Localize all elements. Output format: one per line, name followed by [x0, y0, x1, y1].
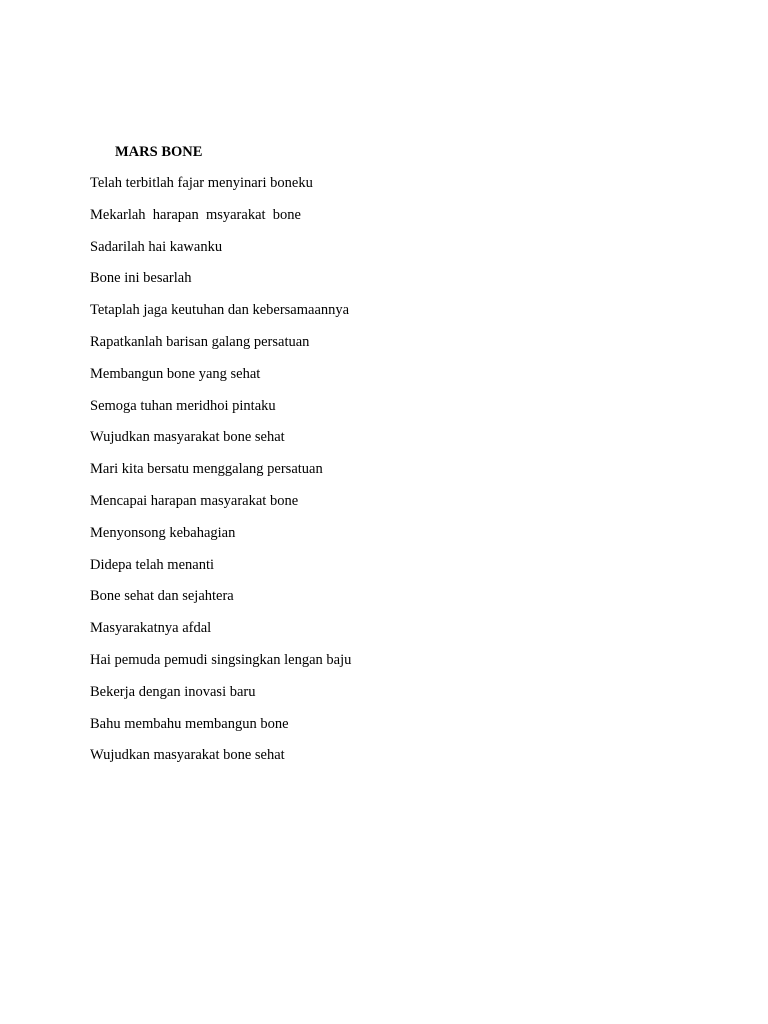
lyric-line: Mari kita bersatu menggalang persatuan [90, 461, 323, 478]
lyric-line: Bone sehat dan sejahtera [90, 588, 234, 605]
lyric-line: Bahu membahu membangun bone [90, 715, 289, 732]
lyric-line: Sadarilah hai kawanku [90, 238, 223, 255]
lyric-line: Bekerja dengan inovasi baru [90, 683, 256, 700]
lyric-line: Membangun bone yang sehat [90, 365, 261, 382]
lyric-line: Menyonsong kebahagian [90, 524, 236, 541]
lyric-line: Rapatkanlah barisan galang persatuan [90, 333, 310, 350]
lyric-line: Wujudkan masyarakat bone sehat [90, 429, 285, 446]
lyric-line: Telah terbitlah fajar menyinari boneku [90, 175, 313, 191]
lyric-line: Tetaplah jaga keutuhan dan kebersamaannya [90, 302, 350, 319]
lyric-line: Mekarlah harapan msyarakat bone [90, 206, 301, 223]
lyric-line: Bone ini besarlah [90, 270, 192, 287]
lyric-line: Wujudkan masyarakat bone sehat [90, 747, 285, 764]
lyric-line: Semoga tuhan meridhoi pintaku [90, 397, 276, 414]
lyric-line: Masyarakatnya afdal [90, 620, 212, 637]
lyric-line: Mencapai harapan masyarakat bone [90, 492, 299, 509]
song-title: MARS BONE [115, 144, 203, 160]
lyrics-list [90, 174, 351, 778]
lyric-line: Hai pemuda pemudi singsingkan lengan baju [90, 651, 352, 668]
lyric-line: Didepa telah menanti [90, 556, 215, 573]
